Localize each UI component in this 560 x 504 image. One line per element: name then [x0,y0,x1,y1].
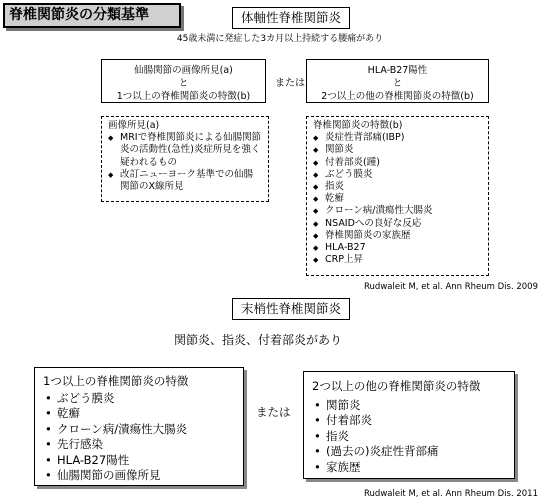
criterion-line: 仙腸関節の画像所見(a) [134,65,233,76]
page-title: 脊椎関節炎の分類基準 [3,3,181,28]
axial-citation: Rudwaleit M, et al. Ann Rheum Dis. 2009 [364,282,538,292]
peripheral-left-box [34,367,244,486]
list-item: • 先行感染 [43,437,235,453]
spa-features-box [306,116,489,276]
list-item: • クローン病/潰瘍性大腸炎 [43,422,235,438]
list-item: ◆ 乾癬 [313,193,482,205]
axial-left-criterion [101,59,266,103]
axial-heading: 体軸性脊椎関節炎 [232,7,350,29]
list-item: • HLA-B27陽性 [43,453,235,469]
list-item: ◆ ぶどう膜炎 [313,169,482,181]
list-item: • 指炎 [312,429,506,445]
peripheral-right-heading: 2つ以上の他の脊椎関節炎の特徴 [312,379,481,393]
peripheral-or-label: または [256,405,291,419]
criterion-line: 2つ以上の他の脊椎関節炎の特徴(b) [321,91,474,102]
list-item: ◆ クローン病/潰瘍性大腸炎 [313,205,482,217]
list-item: ◆ CRP上昇 [313,254,482,266]
peripheral-citation: Rudwaleit M, et al. Ann Rheum Dis. 2011 [364,489,538,499]
criterion-line: 1つ以上の脊椎関節炎の特徴(b) [116,91,251,102]
list-item: ◆ MRIで脊椎関節炎による仙腸関節炎の活動性(急性)炎症所見を強く疑われるもの [108,132,262,169]
peripheral-subtitle: 関節炎、指炎、付着部炎があり [174,333,343,347]
criterion-line: と [392,78,403,89]
list-item: • 乾癬 [43,406,235,422]
list-item: • 関節炎 [312,398,506,414]
list-item: • 付着部炎 [312,413,506,429]
features-box-heading: 脊椎関節炎の特徴(b) [313,120,403,131]
list-item: • ぶどう膜炎 [43,391,235,407]
axial-right-criterion [306,59,489,103]
list-item: ◆ 関節炎 [313,144,482,156]
list-item: ◆ 炎症性背部痛(IBP) [313,132,482,144]
peripheral-right-box [303,371,515,479]
list-item: • 家族歴 [312,460,506,476]
imaging-findings-box [101,116,269,202]
list-item: ◆ 付着部炎(踵) [313,157,482,169]
list-item: • (過去の)炎症性背部痛 [312,444,506,460]
axial-subtitle: 45歳未満に発症した3カ月以上持続する腰痛があり [176,34,384,44]
imaging-box-heading: 画像所見(a) [108,120,160,131]
list-item: ◆ HLA-B27 [313,242,482,254]
criterion-line: HLA-B27陽性 [367,65,428,76]
list-item: ◆ NSAIDへの良好な反応 [313,218,482,230]
criterion-line: と [178,78,189,89]
peripheral-heading: 末梢性脊椎関節炎 [232,298,350,320]
axial-or-label: または [275,78,305,89]
list-item: ◆ 改訂ニューヨーク基準での仙腸関節のX線所見 [108,169,262,193]
peripheral-left-heading: 1つ以上の脊椎関節炎の特徴 [43,374,189,388]
list-item: • 仙腸関節の画像所見 [43,468,235,484]
list-item: ◆ 指炎 [313,181,482,193]
list-item: ◆ 脊椎関節炎の家族歴 [313,230,482,242]
